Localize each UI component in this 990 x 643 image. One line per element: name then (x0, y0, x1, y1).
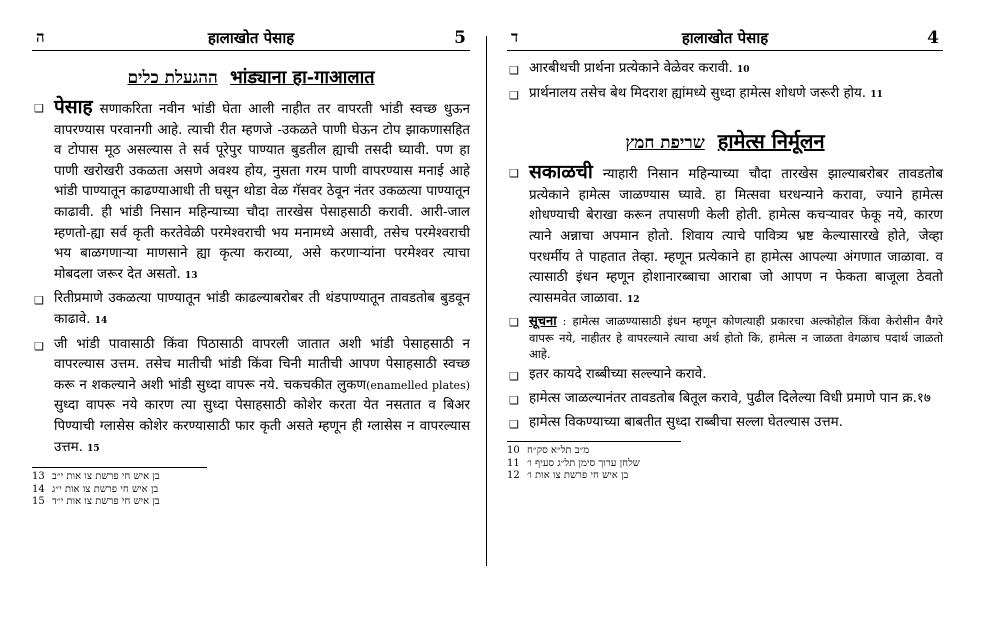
lead-word: पेसाह (54, 96, 93, 118)
footnote-text: מ״ב תל״א סק״ח (527, 445, 590, 457)
checkbox-bullet-icon: ❑ (509, 167, 519, 181)
footnote-ref: 12 (627, 294, 640, 305)
list-item (32, 97, 470, 286)
checkbox-bullet-icon: ❑ (34, 294, 44, 308)
section-title (32, 65, 470, 89)
footnote-number: 13 (32, 471, 45, 483)
english-term: (enamelled plates) (366, 378, 470, 392)
footnote (32, 484, 470, 497)
lead-word: सकाळची (529, 161, 593, 184)
running-title: हालाखोत पेसाह (681, 29, 769, 47)
footnote-number: 12 (507, 470, 520, 482)
page-number: 5 (454, 28, 466, 48)
footnote-number: 11 (507, 457, 520, 469)
item-text: सणाकरिता नवीन भांडी घेता आली नाहीत तर वापरती भांडी स्वच्छ धुऊन वापरण्यास परवानगी आहे. त्याची रीत म्हणजे -उकळते पाणी घेऊन टोप झाकणासहित व टोपास मूठ असल्यास ते सर्व पूरेपुर पाण्यात बुडतील ह्याची तसदी घ्यावी. पण हा पाणी खरोखरी उकळता असणे अवश्य होय, नुसता गरम पाणी वापरण्यास मनाई आहे भांडी पाण्यातून काढण्याआधी ती घसून थोडा वेळ गॅसवर ठेवून नंतर उकळत्या पाण्यातून काढावी. ही भांडी निसान महिन्याच्या चौदा तारखेस पेसाहसाठी करावी. आरी-जाल म्हणतो-ह्या सर्व कृती करतेवेळी परमेश्वराची भय मनामध्ये असावी, तसेच परमेश्वराची भय बाळगणाऱ्या माणसाने ह्या कृत्या कराव्या, असे करणाऱ्यांना परमेश्वर त्याचा मोबदला जरूर देत असतो. (54, 102, 470, 282)
item-text: रितीप्रमाणे उकळत्या पाण्यातून भांडी काढल्याबरोबर ती थंडपाण्यातून तावडतोब बुडवून काढावे. (54, 291, 470, 327)
note-item (507, 313, 943, 362)
note-label: सूचना (529, 314, 557, 330)
footnote-rule (32, 467, 207, 468)
footnote (507, 458, 943, 471)
footnote-rule (507, 441, 681, 442)
footnote-ref: 15 (87, 443, 100, 454)
list-item (32, 289, 470, 331)
item-text: चकचकीत लुकण (283, 377, 367, 393)
list-item (507, 389, 943, 410)
item-text: प्रार्थनालय तसेच बेथ मिदराश ह्यांमध्ये सुध्दा हामेत्स शोधणे जरूरी होय. (529, 85, 867, 101)
checkbox-bullet-icon: ❑ (509, 417, 519, 431)
running-title: हालाखोत पेसाह (207, 29, 295, 47)
footnote (507, 445, 943, 458)
footnote-text: בן איש חי פרשת צו אות י״ב (52, 471, 160, 483)
footnote-ref: 14 (94, 315, 108, 326)
right-page (507, 28, 943, 623)
footnote-text: בן איש חי פרשת צו אות י״ג (52, 483, 159, 495)
section-title-hebrew: שריפת חמץ (625, 133, 705, 154)
footnote-text: שלחן ערוך סימן תל״ג סעיף ו׳ (527, 457, 640, 469)
checkbox-bullet-icon: ❑ (509, 316, 519, 330)
list-item (507, 59, 943, 81)
footnote-ref: 10 (737, 65, 750, 75)
item-text: हामेत्स विकण्याच्या बाबतीत सुध्दा राब्बीचा सल्ला घेतल्यास उत्तम. (529, 414, 843, 430)
left-page-header (32, 28, 470, 51)
item-text: सुध्दा वापरू नये कारण त्या सुध्दा पेसाहसाठी कोशेर करता येत नसतात व बिअर पिण्याची ग्लासेस कोशेर करण्यासाठी फार कृती असते म्हणून ही ग्लासेस न वापरल्यास उत्तम. (54, 398, 470, 455)
footnote-text: בן איש חי פרשת צו אות י״ד (52, 496, 160, 508)
footnote (32, 496, 470, 509)
page-divider (486, 36, 487, 566)
footnote-number: 10 (507, 445, 520, 457)
footnotes (507, 445, 943, 483)
footnote (32, 471, 470, 484)
footnote (507, 470, 943, 483)
footnote-ref: 11 (870, 89, 883, 100)
checkbox-bullet-icon: ❑ (509, 88, 519, 102)
note-text: : हामेत्स जाळण्यासाठी इंधन म्हणून कोणत्याही प्रकारचा अल्कोहोल किंवा केरोसीन वैगरे वापरू नये, नाहीतर हे वापरल्याने त्याचा अर्थ होतो कि, हामेत्स न जाळता वेगळाच पदार्थ जाळतो आहे. (529, 314, 943, 362)
item-text: इतर कायदे राब्बीच्या सल्ल्याने करावे. (529, 367, 707, 383)
item-text: हामेत्स जाळल्यानंतर तावडतोब बितूल करावे, पुढील दिलेल्या विधी प्रमाणे पान क्र.१७ (529, 390, 931, 406)
page-number: 4 (927, 28, 939, 48)
hebrew-page-letter: ד (511, 28, 519, 46)
checkbox-bullet-icon: ❑ (509, 64, 519, 77)
section-title-marathi: हामेत्स निर्मूलन (717, 129, 825, 154)
item-text: जी भांडी पावासाठी किंवा पिठासाठी वापरली जातात अशी भांडी पेसाहसाठी न वापरल्यास उत्तम. तसेच मातीची भांडी किंवा चिनी मातीची आपण पेसाहसाठी स्वच्छ करू न शकल्याने अशी भांडी सुध्दा वापरू नये. (54, 336, 470, 393)
list-item (507, 162, 943, 310)
item-text: न्याहारी निसान महिन्याच्या चौदा तारखेस झाल्याबरोबर तावडतोब प्रत्येकाने हामेत्स जाळण्यास घ्यावे. हा मित्सवा घरधन्याने करावा, ज्याने हामेत्स शोधण्याची बेराखा करून तपासणी केली होती. हामेत्स कचऱ्यावर फेकू नये, कारण त्याने अन्नाचा अपमान होतो. शिवाय त्याचे पावित्र्य भ्रष्ट केल्यासारखे होते, जेव्हा परधर्मीय ते पाहतात तेव्हा. म्हणून प्रत्येकाने हा हामेत्स आपल्या अंगणात जाळावा. व त्यासाठी इंधन म्हणून होशानारब्बाचा आराबा जो आपण न फेकता बाजूला ठेवतो त्यासमवेत जाळावा. (529, 167, 943, 306)
footnote-number: 14 (32, 483, 45, 495)
checkbox-bullet-icon: ❑ (34, 102, 44, 115)
checkbox-bullet-icon: ❑ (509, 370, 519, 384)
footnote-ref: 13 (185, 270, 198, 281)
footnote-text: בן איש חי פרשת צו אות ו׳ (527, 470, 629, 482)
footnote-number: 15 (32, 496, 45, 508)
section-title-marathi: भांड्याना हा-गाआलात (230, 67, 375, 88)
hebrew-page-letter: ה (36, 28, 45, 46)
list-item (507, 413, 943, 434)
right-page-header (507, 28, 943, 51)
list-item (507, 84, 943, 106)
section-title-hebrew: ההגעלת כלים (127, 68, 218, 88)
item-text: आरबीथची प्रार्थना प्रत्येकाने वेळेवर करावी. (529, 61, 733, 76)
left-page (32, 28, 470, 623)
checkbox-bullet-icon: ❑ (34, 339, 44, 353)
list-item (32, 335, 470, 460)
footnotes (32, 471, 470, 509)
section-title (507, 127, 943, 154)
list-item (507, 365, 943, 386)
checkbox-bullet-icon: ❑ (509, 393, 519, 407)
